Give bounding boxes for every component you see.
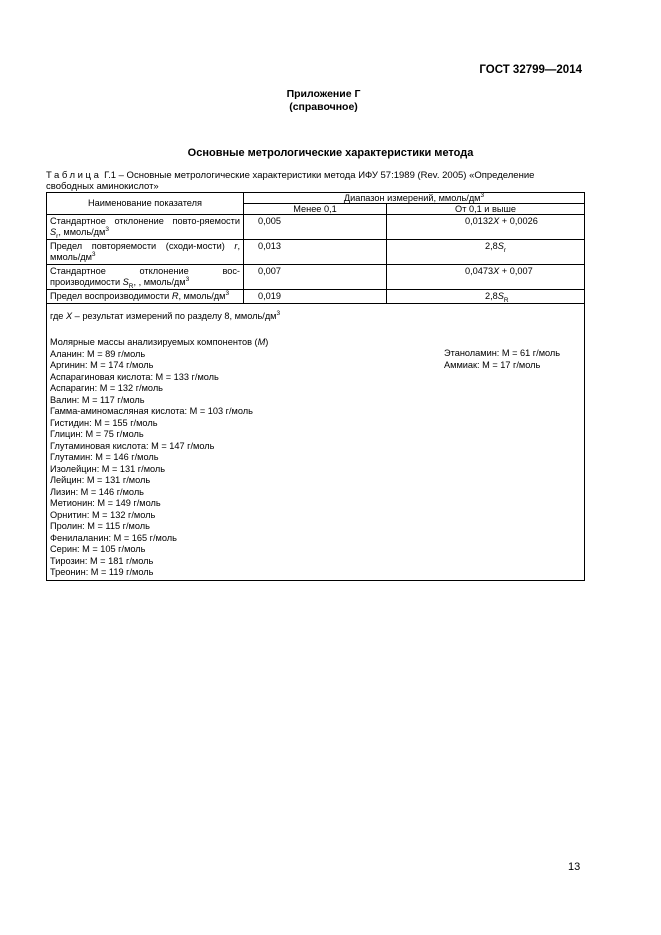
molar-mass-item: Фенилаланин: М = 165 г/моль [50,532,177,543]
row-name [47,240,244,265]
molar-mass-item: Серин: М = 105 г/моль [50,544,146,554]
molar-mass-item: Тирозин: М = 181 г/моль [50,555,154,566]
molar-heading-text: Молярные массы анализируемых компонентов ( [50,337,258,347]
annex-title: Приложение Г [286,88,361,100]
molar-mass-item: Валин: М = 117 г/моль [50,394,145,405]
molar-heading [50,337,581,349]
molar-mass-item: Метионин: М = 149 г/моль [50,498,161,508]
row-symbol: S [122,277,129,287]
row-value-low: 0,013 [244,240,387,265]
row-value-high [387,215,585,240]
standard-number: ГОСТ 32799—2014 [479,64,582,76]
molar-mass-item: Глутаминовая кислота: М = 147 г/моль [50,440,215,451]
value-coef: 0,0473 [465,266,494,276]
metrology-table [46,192,585,581]
where-note [50,311,581,322]
value-symbol-sub: R [503,296,509,304]
value-symbol-sub: r [503,246,507,254]
notes-row [47,304,585,581]
row-value-low: 0,005 [244,215,387,240]
row-value-low: 0,019 [244,290,387,304]
molar-mass-item: Треонин: М = 119 г/моль [50,567,154,577]
header-range-sup: 3 [480,191,485,199]
molar-mass-item: Глицин: М = 75 г/моль [50,429,144,439]
header-more: От 0,1 и выше [387,204,585,215]
table-row [47,265,585,290]
row-symbol: S [50,227,57,237]
where-symbol: X [65,311,73,321]
molar-mass-item: Гамма-аминомасляная кислота: М = 103 г/моль [50,406,253,416]
molar-symbol: M [257,337,266,347]
header-less: Менее 0,1 [244,204,387,215]
where-prefix: где [50,311,66,321]
page-number: 13 [568,861,581,873]
molar-mass-item: Глутамин: М = 146 г/моль [50,452,159,462]
molar-mass-item: Орнитин: М = 132 г/моль [50,509,156,520]
molar-mass-item: Гистидин: М = 155 г/моль [50,417,158,428]
row-name-text: Стандартное отклонение вос-производимости [50,266,240,287]
header-range-text: Диапазон измерений, ммоль/дм [343,193,481,203]
row-name [47,215,244,240]
section-title: Основные метрологические характеристики метода [187,147,474,159]
value-coef: 2,8 [485,291,498,301]
table-row [47,215,585,240]
molar-list-left [50,349,581,579]
row-name [47,290,244,304]
row-value-high [387,240,585,265]
row-name [47,265,244,290]
row-symbol-sub: r [56,232,59,240]
molar-mass-item: Пролин: М = 115 г/моль [50,521,150,531]
value-symbol: S [497,241,504,251]
row-symbol: r [234,241,238,251]
row-symbol-sub: R [128,282,134,290]
table-header-row [47,193,585,204]
molar-mass-item: Аспарагин: М = 132 г/моль [50,383,163,393]
row-name-text: Предел воспроизводимости [50,291,172,301]
row-unit: , ммоль/дм [178,291,226,301]
row-unit: , , ммоль/дм [133,277,186,287]
value-symbol: X [493,216,500,226]
value-symbol: X [493,266,500,276]
table-row [47,240,585,265]
molar-mass-item: Аргинин: М = 174 г/моль [50,360,154,370]
row-unit-sup: 3 [91,250,96,258]
value-coef: 0,0132 [465,216,494,226]
row-name-text: Предел повторяемости (сходи-мости) [50,241,235,251]
molar-mass-item: Аланин: М = 89 г/моль [50,348,146,359]
value-symbol: S [497,291,504,301]
row-unit-sup: 3 [185,275,190,283]
molar-mass-item: Этаноламин: М = 61 г/моль [444,348,561,358]
value-rest: + 0,007 [499,266,533,276]
row-unit-sup: 3 [225,289,230,297]
row-value-low: 0,007 [244,265,387,290]
row-value-high [387,265,585,290]
header-range [244,193,585,204]
row-unit: , ммоль/дм [50,241,240,262]
where-sup: 3 [276,309,281,317]
table-row [47,290,585,304]
caption-label: Таблица [46,170,102,181]
molar-list-right [444,348,560,371]
molar-mass-item: Аспарагиновая кислота: М = 133 г/моль [50,371,219,382]
molar-mass-item: Изолейцин: М = 131 г/моль [50,463,166,474]
molar-mass-item: Аммиак: М = 17 г/моль [444,359,541,370]
molar-masses [50,337,581,579]
notes-cell [47,304,585,581]
table-caption [46,170,584,192]
row-symbol: R [171,291,179,301]
row-name-text: Стандартное отклонение повто-ряемости [50,216,240,226]
row-unit: , ммоль/дм [58,227,106,237]
value-rest: + 0,0026 [499,216,538,226]
row-unit-sup: 3 [105,225,109,233]
molar-mass-item: Лейцин: М = 131 г/моль [50,475,151,485]
row-value-high [387,290,585,304]
header-indicator: Наименование показателя [47,193,244,215]
annex-heading [0,88,661,114]
molar-mass-item: Лизин: М = 146 г/моль [50,486,144,497]
where-text: – результат измерений по разделу 8, ммоль/дм [72,311,277,321]
caption-text: Г.1 – Основные метрологические характеристики метода ИФУ 57:1989 (Rev. 2005) «Определение свободных аминокислот» [46,170,535,192]
molar-heading-close: ) [265,337,269,347]
annex-subtitle: (справочное) [289,101,358,113]
value-coef: 2,8 [485,241,498,251]
